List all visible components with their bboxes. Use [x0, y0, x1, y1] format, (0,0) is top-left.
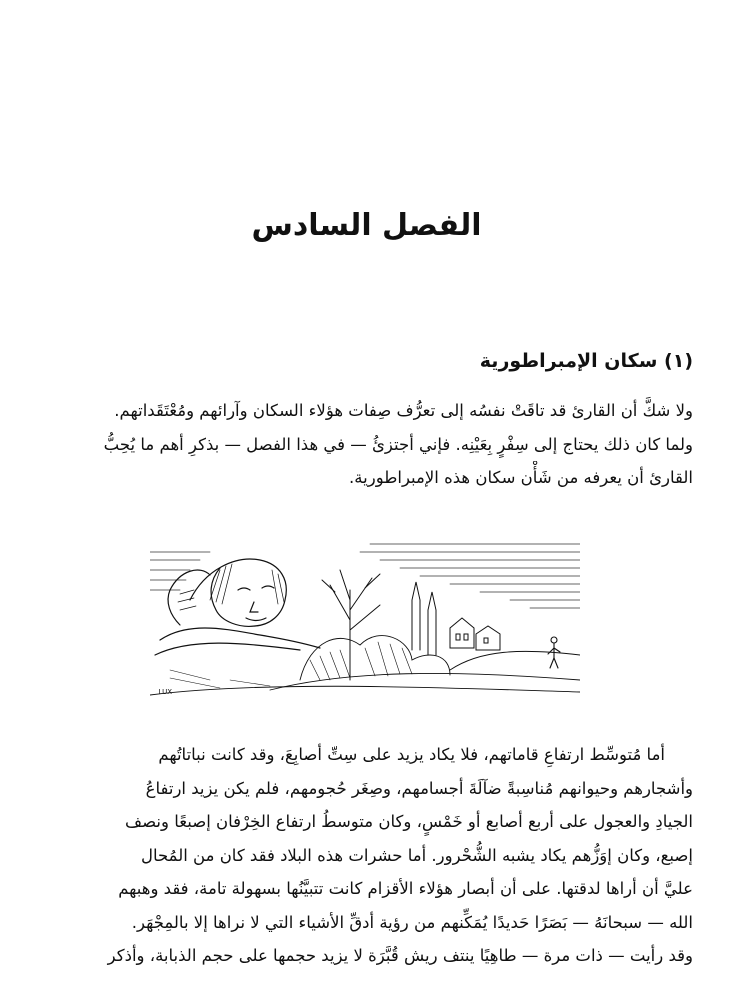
giant-figure	[155, 559, 320, 655]
tree	[322, 570, 380, 680]
paragraph-line: عليَّ أن أراها لدقتها. على أن أبصار هؤلاء الأقزام كانت تتبيَّنُها بسهولة تامة، فقد وهبهم	[118, 879, 693, 898]
section-heading: (١) سكان الإمبراطورية	[479, 350, 693, 372]
paragraph-line: ولا شكَّ أن القارئ قد تاقَتْ نفسُه إلى تعرُّف صِفات هؤلاء السكان وآرائهم ومُعْتَقَداتهم.	[114, 401, 693, 420]
paragraph-line: وقد رأيت — ذات مرة — طاهِيًا ينتف ريش قُبَّرَة لا يزيد حجمها على حجم الذبابة، وأذكر	[107, 946, 693, 965]
paragraph-main	[38, 738, 693, 973]
giant-hair-hatching	[178, 564, 284, 610]
paragraph-line: أما مُتوسِّط ارتفاعِ قاماتهم، فلا يكاد يزيد على سِتِّ أصابِعَ، وقد كانت نباتاتُهم	[158, 745, 665, 764]
paragraph-line: وأشجارهم وحيوانهم مُناسِبةً ضآلَةَ أجسامهم، وصِغَر حُجومهم، فلم يكن يزيد ارتفاعُ	[145, 778, 693, 798]
town	[412, 582, 500, 655]
artist-signature: LUX	[158, 688, 172, 696]
paragraph-line: الجيادِ والعجول على أربع أصابع أو خَمْسٍ، وكان متوسطُ ارتفاع الخِرْفان إصبعًا ونصف	[125, 812, 693, 831]
paragraph-intro	[38, 394, 693, 495]
chapter-title: الفصل السادس	[251, 208, 482, 243]
paragraph-line: القارئ أن يعرفه من شَأْن سكان هذه الإمبراطورية.	[349, 468, 693, 487]
illustration-giant-landscape	[150, 530, 580, 700]
paragraph-line: ولما كان ذلك يحتاج إلى سِفْرٍ بِعَيْنِه. فإني أجتزئُ — في هذا الفصل — بذكرِ أهم ما يُحِبُّ	[103, 434, 693, 454]
foreground-bushes	[150, 636, 580, 695]
paragraph-line: إصبع، وكان إوَزُّهم يكاد يشبه الشُّحْرور. أما حشرات هذه البلاد فقد كان من المُحال	[140, 845, 693, 865]
paragraph-line: الله — سبحانَهُ — بَصَرًا حَديدًا يُمَكِّنهم من رؤية أدقِّ الأشياء التي لا نراها إلا بالمِجْهَر.	[131, 912, 693, 932]
